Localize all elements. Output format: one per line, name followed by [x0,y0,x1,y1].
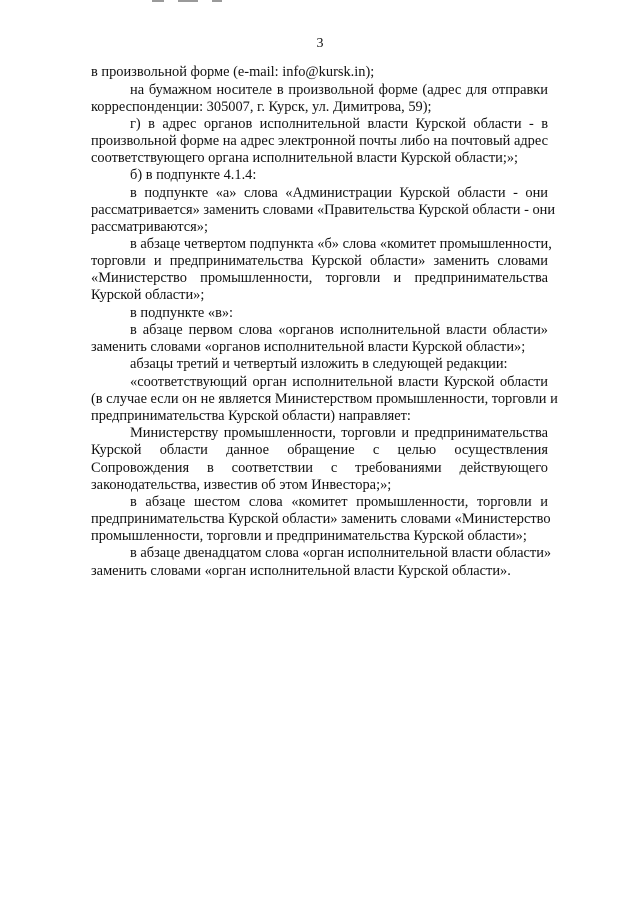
text-line: г) в адрес органов исполнительной власти Курской области - в [130,116,548,132]
text-line: абзацы третий и четвертый изложить в следующей редакции: [130,356,508,372]
text-line: Сопровождения в соответствии с требованиями действующего [91,460,548,476]
text-line: б) в подпункте 4.1.4: [130,167,257,183]
text-line: на бумажном носителе в произвольной форме (адрес для отправки [130,82,548,98]
text-line: «соответствующий орган исполнительной власти Курской области [130,374,548,390]
page-number: 3 [316,36,324,51]
text-line: в абзаце шестом слова «комитет промышленности, торговли и [130,494,548,510]
text-line: в подпункте «а» слова «Администрации Курской области - они [130,185,548,201]
text-line: Курской области данное обращение с целью осуществления [91,442,548,458]
text-line: в абзаце первом слова «органов исполнительной власти области» [130,322,548,338]
text-line: в абзаце двенадцатом слова «орган исполнительной власти области» [130,545,552,561]
text-line: в произвольной форме (e-mail: info@kursk.in); [91,64,375,80]
text-line: торговли и предпринимательства Курской области» заменить словами [91,253,548,269]
text-line: рассматриваются»; [91,219,208,235]
text-line: заменить словами «органов исполнительной власти Курской области»; [91,339,526,355]
text-line: Курской области»; [91,287,205,303]
text-line: рассматривается» заменить словами «Правительства Курской области - они [91,202,556,218]
scan-artifact-mark [178,0,198,2]
text-line: (в случае если он не является Министерством промышленности, торговли и [91,391,558,407]
text-line: «Министерство промышленности, торговли и предпринимательства [91,270,548,286]
scan-artifact-mark [212,0,222,2]
text-line: в абзаце четвертом подпункта «б» слова «комитет промышленности, [130,236,552,252]
text-line: предпринимательства Курской области) направляет: [91,408,411,424]
scan-artifact-mark [152,0,164,2]
text-line: заменить словами «орган исполнительной власти Курской области». [91,563,511,579]
text-line: Министерству промышленности, торговли и предпринимательства [130,425,548,441]
text-line: промышленности, торговли и предпринимательства Курской области»; [91,528,527,544]
text-line: в подпункте «в»: [130,305,234,321]
text-line: соответствующего органа исполнительной власти Курской области;»; [91,150,519,166]
text-line: законодательства, известив об этом Инвестора;»; [91,477,392,493]
text-line: произвольной форме на адрес электронной почты либо на почтовый адрес [91,133,548,149]
text-line: корреспонденции: 305007, г. Курск, ул. Димитрова, 59); [91,99,432,115]
text-line: предпринимательства Курской области» заменить словами «Министерство [91,511,551,527]
